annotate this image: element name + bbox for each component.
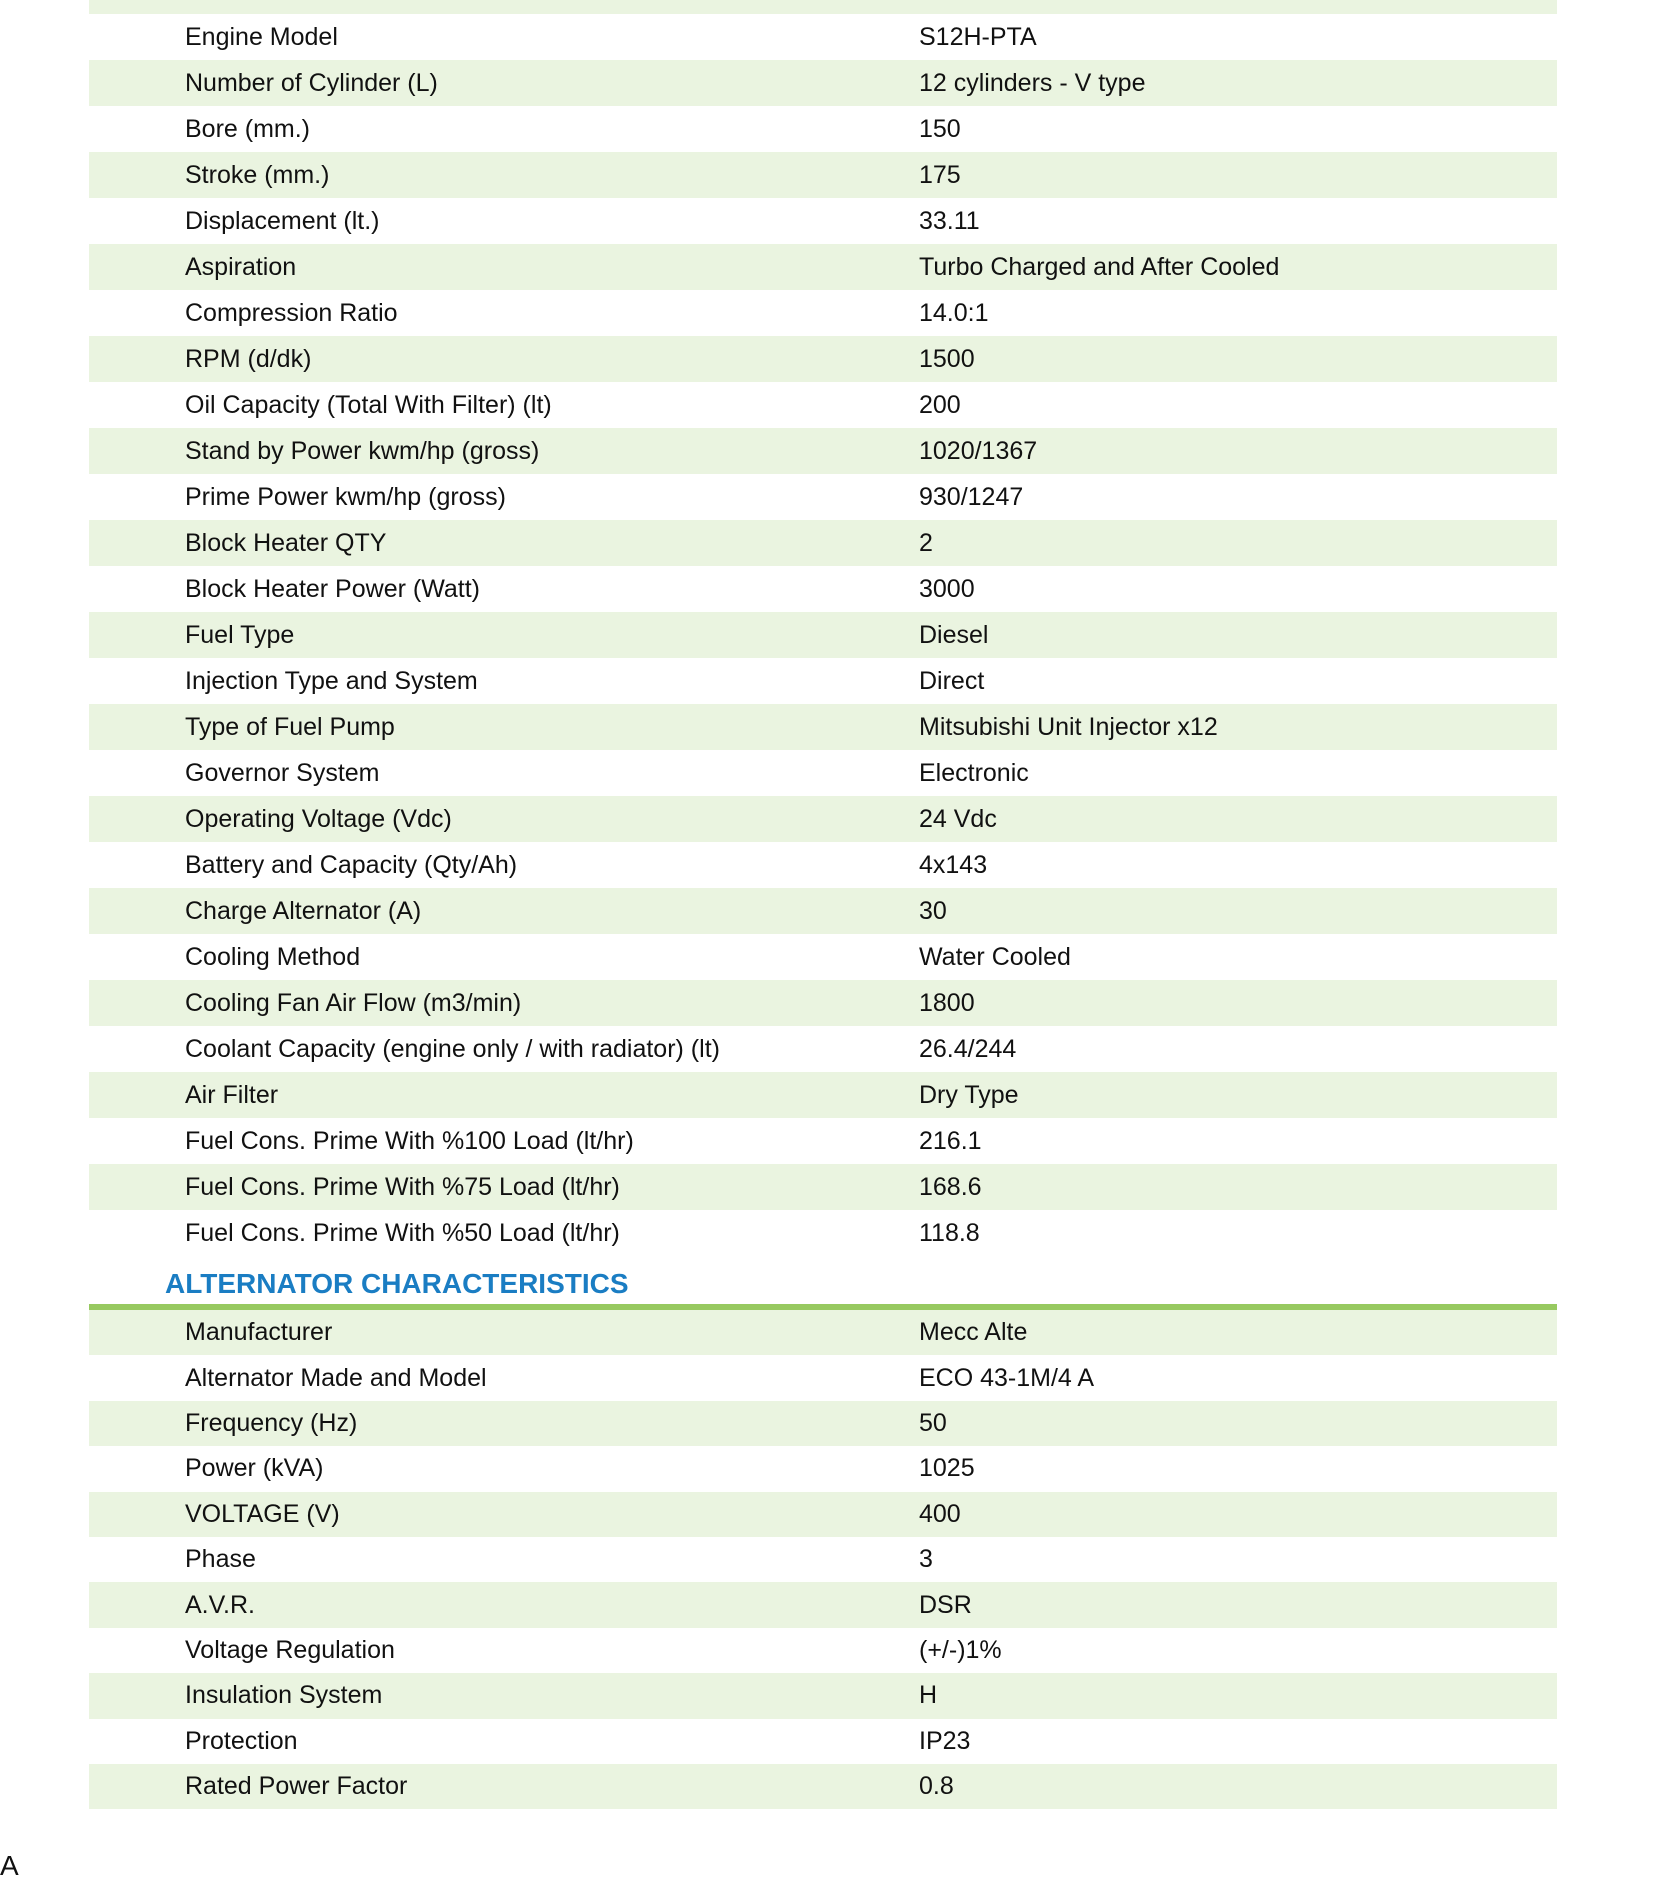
spec-value: 4x143 — [919, 850, 988, 879]
table-row — [89, 1310, 1557, 1355]
spec-label: Rated Power Factor — [185, 1772, 408, 1801]
table-row — [89, 428, 1557, 474]
table-row — [89, 704, 1557, 750]
spec-value: Direct — [919, 666, 985, 695]
spec-label: Fuel Cons. Prime With %100 Load (lt/hr) — [185, 1126, 634, 1155]
table-row — [89, 474, 1557, 520]
spec-label: Fuel Type — [185, 620, 295, 649]
spec-value: 150 — [919, 114, 961, 143]
spec-label: Cooling Fan Air Flow (m3/min) — [185, 988, 522, 1017]
spec-label: Phase — [185, 1545, 256, 1574]
partial-table-row — [89, 0, 1557, 14]
table-row — [89, 750, 1557, 796]
table-row — [89, 106, 1557, 152]
spec-value: 3 — [919, 1545, 933, 1574]
table-row — [89, 1764, 1557, 1809]
spec-label: Prime Power kwm/hp (gross) — [185, 482, 506, 511]
spec-value: H — [919, 1681, 938, 1710]
spec-value: 1020/1367 — [919, 436, 1038, 465]
table-row — [89, 1355, 1557, 1400]
spec-value: 33.11 — [919, 206, 980, 235]
spec-label: Type of Fuel Pump — [185, 712, 395, 741]
spec-label: Compression Ratio — [185, 298, 398, 327]
spec-label: Fuel Cons. Prime With %50 Load (lt/hr) — [185, 1218, 620, 1247]
spec-value: S12H-PTA — [919, 22, 1037, 51]
spec-label: Injection Type and System — [185, 666, 478, 695]
spec-value: 1500 — [919, 344, 975, 373]
spec-value: 30 — [919, 896, 947, 925]
alternator-specs-table — [89, 1310, 1557, 1809]
spec-value: Diesel — [919, 620, 989, 649]
table-row — [89, 980, 1557, 1026]
spec-value: (+/-)1% — [919, 1635, 1002, 1664]
table-row — [89, 1446, 1557, 1491]
page-footer-text: A — [0, 1850, 19, 1881]
spec-value: 118.8 — [919, 1218, 980, 1247]
table-row — [89, 612, 1557, 658]
table-row — [89, 796, 1557, 842]
spec-value: 200 — [919, 390, 961, 419]
table-row — [89, 198, 1557, 244]
spec-label: Bore (mm.) — [185, 114, 310, 143]
table-row — [89, 336, 1557, 382]
spec-label: Number of Cylinder (L) — [185, 68, 438, 97]
spec-label: Manufacturer — [185, 1318, 333, 1347]
spec-label: Coolant Capacity (engine only / with radiator) (lt) — [185, 1034, 720, 1063]
table-row — [89, 520, 1557, 566]
engine-specs-table — [89, 14, 1557, 1256]
spec-label: A.V.R. — [185, 1590, 255, 1619]
spec-label: Charge Alternator (A) — [185, 896, 422, 925]
table-row — [89, 1401, 1557, 1446]
table-row — [89, 1537, 1557, 1582]
spec-value: Turbo Charged and After Cooled — [919, 252, 1280, 281]
spec-value: 2 — [919, 528, 933, 557]
table-row — [89, 566, 1557, 612]
table-row — [89, 1719, 1557, 1764]
table-row — [89, 658, 1557, 704]
spec-value: 175 — [919, 160, 961, 189]
spec-label: Oil Capacity (Total With Filter) (lt) — [185, 390, 552, 419]
table-row — [89, 1026, 1557, 1072]
spec-value: 14.0:1 — [919, 298, 989, 327]
table-row — [89, 60, 1557, 106]
spec-value: 26.4/244 — [919, 1034, 1017, 1063]
spec-label: Governor System — [185, 758, 380, 787]
table-row — [89, 1582, 1557, 1627]
spec-label: RPM (d/dk) — [185, 344, 312, 373]
spec-label: Stand by Power kwm/hp (gross) — [185, 436, 540, 465]
spec-label: Stroke (mm.) — [185, 160, 330, 189]
spec-label: Voltage Regulation — [185, 1635, 395, 1664]
spec-value: 50 — [919, 1408, 947, 1437]
spec-value: 216.1 — [919, 1126, 982, 1155]
table-row — [89, 1628, 1557, 1673]
spec-value: Mecc Alte — [919, 1318, 1028, 1347]
spec-value: 1025 — [919, 1454, 975, 1483]
table-row — [89, 934, 1557, 980]
spec-value: Water Cooled — [919, 942, 1071, 971]
spec-value: Dry Type — [919, 1080, 1019, 1109]
table-row — [89, 290, 1557, 336]
spec-label: Protection — [185, 1726, 298, 1755]
spec-label: VOLTAGE (V) — [185, 1499, 340, 1528]
spec-label: Block Heater Power (Watt) — [185, 574, 480, 603]
spec-value: IP23 — [919, 1726, 971, 1755]
spec-value: DSR — [919, 1590, 972, 1619]
table-row — [89, 152, 1557, 198]
table-row — [89, 1492, 1557, 1537]
spec-label: Operating Voltage (Vdc) — [185, 804, 452, 833]
spec-value: 930/1247 — [919, 482, 1024, 511]
table-row — [89, 382, 1557, 428]
table-row — [89, 842, 1557, 888]
spec-value: 24 Vdc — [919, 804, 997, 833]
spec-label: Block Heater QTY — [185, 528, 387, 557]
spec-value: Mitsubishi Unit Injector x12 — [919, 712, 1218, 741]
spec-label: Battery and Capacity (Qty/Ah) — [185, 850, 518, 879]
spec-value: 0.8 — [919, 1772, 954, 1801]
spec-value: 400 — [919, 1499, 961, 1528]
table-row — [89, 1072, 1557, 1118]
spec-label: Cooling Method — [185, 942, 361, 971]
table-row — [89, 14, 1557, 60]
spec-value: 3000 — [919, 574, 975, 603]
spec-label: Aspiration — [185, 252, 297, 281]
spec-label: Frequency (Hz) — [185, 1408, 358, 1437]
spec-label: Alternator Made and Model — [185, 1363, 487, 1392]
spec-label: Air Filter — [185, 1080, 279, 1109]
alternator-section-heading: ALTERNATOR CHARACTERISTICS — [165, 1268, 629, 1299]
spec-value: 1800 — [919, 988, 975, 1017]
spec-label: Engine Model — [185, 22, 338, 51]
spec-label: Displacement (lt.) — [185, 206, 380, 235]
spec-label: Fuel Cons. Prime With %75 Load (lt/hr) — [185, 1172, 620, 1201]
table-row — [89, 1164, 1557, 1210]
table-row — [89, 1673, 1557, 1718]
spec-label: Power (kVA) — [185, 1454, 324, 1483]
table-row — [89, 888, 1557, 934]
table-row — [89, 244, 1557, 290]
table-row — [89, 1210, 1557, 1256]
spec-value: Electronic — [919, 758, 1029, 787]
spec-value: 12 cylinders - V type — [919, 68, 1146, 97]
table-row — [89, 1118, 1557, 1164]
spec-value: ECO 43-1M/4 A — [919, 1363, 1095, 1392]
spec-value: 168.6 — [919, 1172, 982, 1201]
spec-label: Insulation System — [185, 1681, 383, 1710]
